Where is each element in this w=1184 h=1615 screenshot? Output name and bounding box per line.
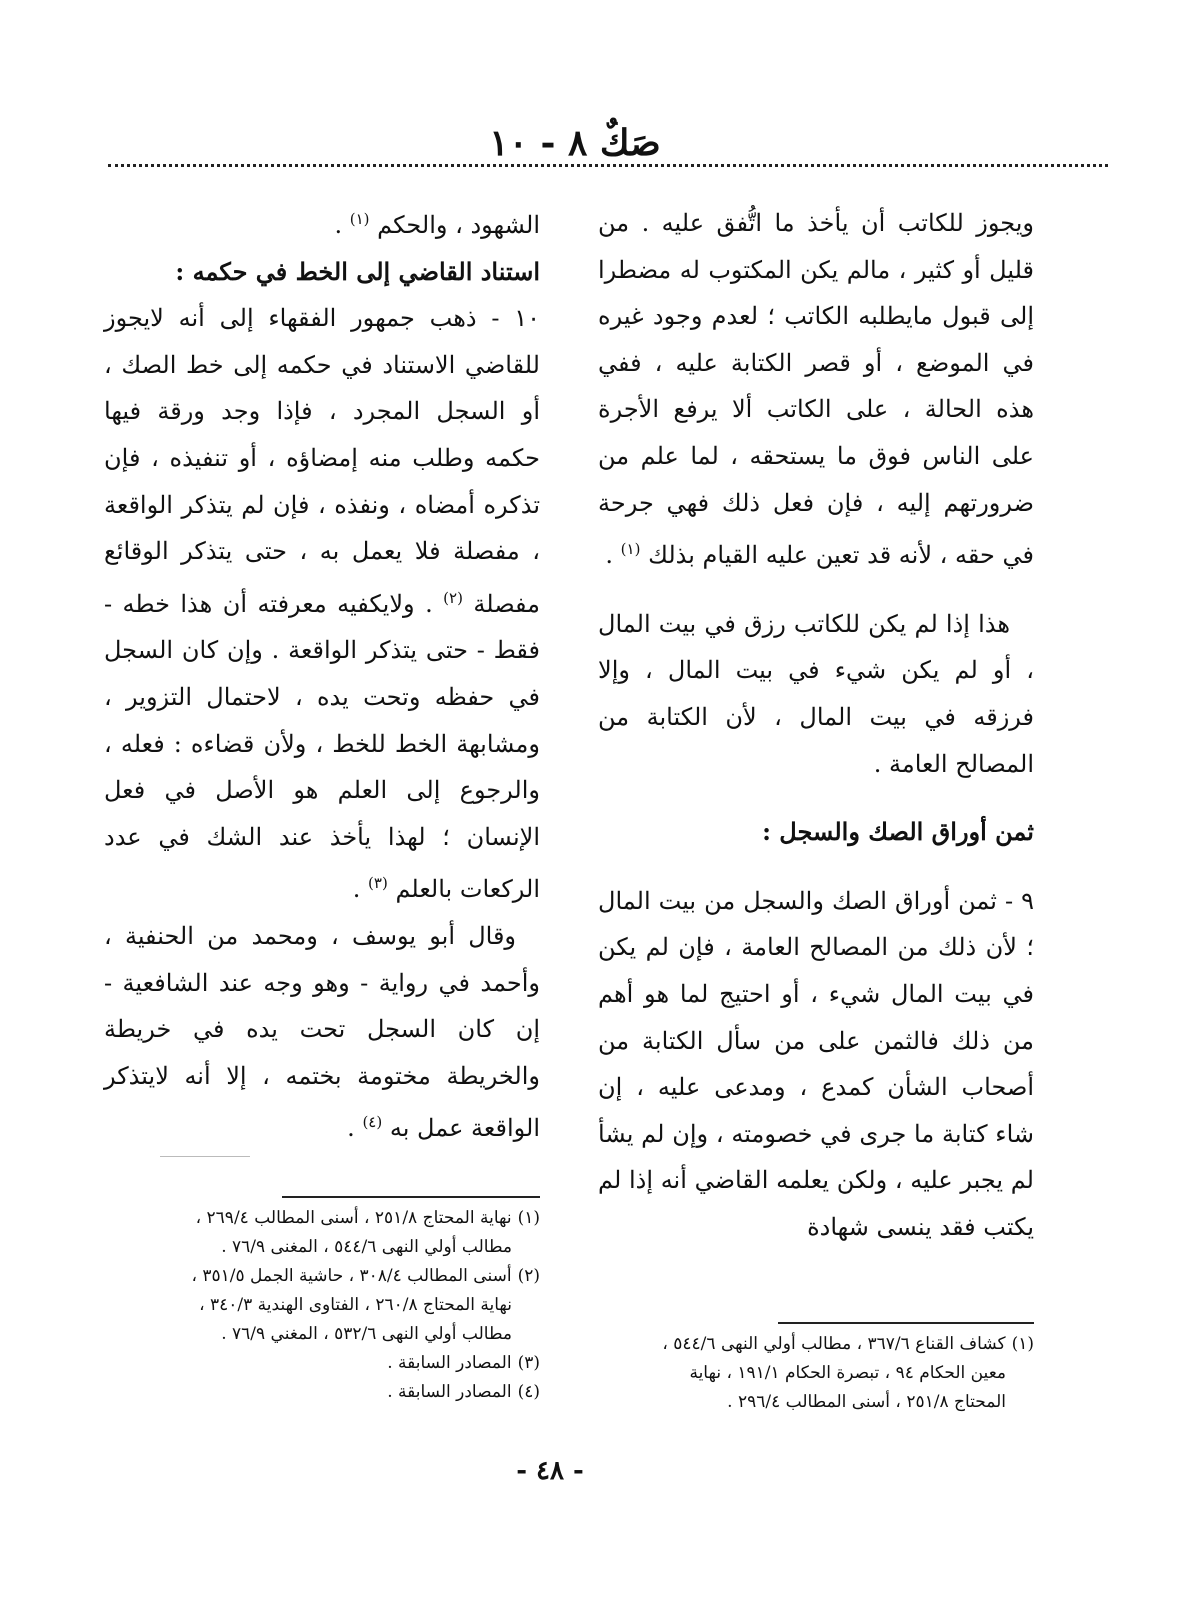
footnote-rule [282, 1196, 540, 1198]
footnote-ref: (٤) [362, 1113, 383, 1132]
footnote-ref: (١) [349, 210, 370, 228]
paragraph: هذا إذا لم يكن للكاتب رزق في بيت المال ، أو لم يكن شيء في بيت المال ، وإلا فرزقه في بيت المال ، لأن الكتابة من المصالح العامة . [598, 609, 1034, 778]
paragraph: ١٠ - ذهب جمهور الفقهاء إلى أنه لايجوز للقاضي الاستناد في حكمه إلى خط الصك ، أو السجل المجرد ، فإذا وجد ورقة فيها حكمه وطلب منه إمضاؤه ، أو تنفيذه ، فإن تذكره أمضاه ، ونفذه ، فإن لم يتذكر الواقعة ، مفصلة فلا يعمل به ، حتى يتذكر الوقائع مفصلة $^{(٢)}$ . ولايكفيه معرفته أن هذا خطه - فقط - حتى يتذكر الواقعة . وإن كان السجل في حفظه وتحت يده ، لاحتمال التزوير ، ومشابهة الخط للخط ، ولأن قضاءه : فعله ، والرجوع إلى العلم هو الأصل في فعل الإنسان ؛ لهذا يأخذ عند الشك في عدد الركعات بالعلم $^{(٣)}$ . [104, 304, 541, 904]
paragraph: ويجوز للكاتب أن يأخذ ما اتُّفق عليه . من قليل أو كثير ، مالم يكن المكتوب له مضطرا إلى قبول مايطلبه الكاتب ؛ لعدم وجود غيره في الموضع ، أو قصر الكتابة عليه ، ففي هذه الحالة ، على الكاتب ألا يرفع الأجرة على الناس فوق ما يستحقه ، لما علم من ضرورتهم إليه ، فإن فعل ذلك فهي جرحة في حقه ، لأنه قد تعين عليه القيام بذلك $^{(١)}$ . [598, 209, 1035, 570]
paragraph: الشهود ، والحكم $^{(١)}$ . [334, 210, 540, 239]
footnote: (٢)أسنى المطالب ٣٠٨/٤ ، حاشية الجمل ٣٥١/٥ ، نهاية المحتاج ٢٦٠/٨ ، الفتاوى الهندية ٣٤٠/٣ ، مطالب أولي النهى ٥٣٢/٦ ، المغني ٧٦/٩ . [191, 1266, 540, 1344]
scan-mark [160, 1156, 250, 1157]
paragraph: وقال أبو يوسف ، ومحمد من الحنفية ، وأحمد في رواية - وهو وجه عند الشافعية - إن كان السجل تحت يده في خريطة والخريطة مختومة بختمه ، إلا أنه لايتذكر الواقعة عمل به $^{(٤)}$ . [104, 921, 540, 1143]
footnotes-left [104, 1204, 540, 1407]
footnote-ref: (٢) [443, 588, 463, 607]
page-number: - ٤٨ - [516, 1456, 584, 1486]
footnote: (٣)المصادر السابقة . [387, 1353, 540, 1373]
section-heading: استناد القاضي إلى الخط في حكمه : [175, 256, 540, 286]
footnote: (٤)المصادر السابقة . [387, 1382, 540, 1402]
footnote-rule [778, 1322, 1034, 1324]
right-column [598, 200, 1034, 1250]
footnote: (١)نهاية المحتاج ٢٥١/٨ ، أسنى المطالب ٢٦٩/٤ ، مطالب أولي النهى ٥٤٤/٦ ، المغنى ٧٦/٩ . [195, 1208, 540, 1257]
footnote-ref: (١) [620, 540, 641, 559]
header-dotted-rule [108, 164, 1108, 167]
page-header-title: صَكٌ ٨ - ١٠ [489, 122, 661, 164]
footnotes-right [598, 1330, 1034, 1417]
footnote-ref: (٣) [368, 874, 388, 893]
footnote: (١)كشاف القناع ٣٦٧/٦ ، مطالب أولي النهى ٥٤٤/٦ ، معين الحكام ٩٤ ، تبصرة الحكام ١٩١/١ ، نهاية المحتاج ٢٥١/٨ ، أسنى المطالب ٢٩٦/٤ . [662, 1334, 1034, 1412]
left-column [104, 196, 540, 1152]
section-heading: ثمن أوراق الصك والسجل : [762, 817, 1034, 847]
paragraph: ٩ - ثمن أوراق الصك والسجل من بيت المال ؛ لأن ذلك من المصالح العامة ، فإن لم يكن في بيت المال شيء ، أو احتيج لما هو أهم من ذلك فالثمن على من سأل الكتابة من أصحاب الشأن كمدع ، ومدعى عليه ، إن شاء كتابة ما جرى في خصومته ، وإن لم يشأ لم يجبر عليه ، ولكن يعلمه القاضي أنه إذا لم يكتب فقد ينسى شهادة [598, 886, 1035, 1241]
